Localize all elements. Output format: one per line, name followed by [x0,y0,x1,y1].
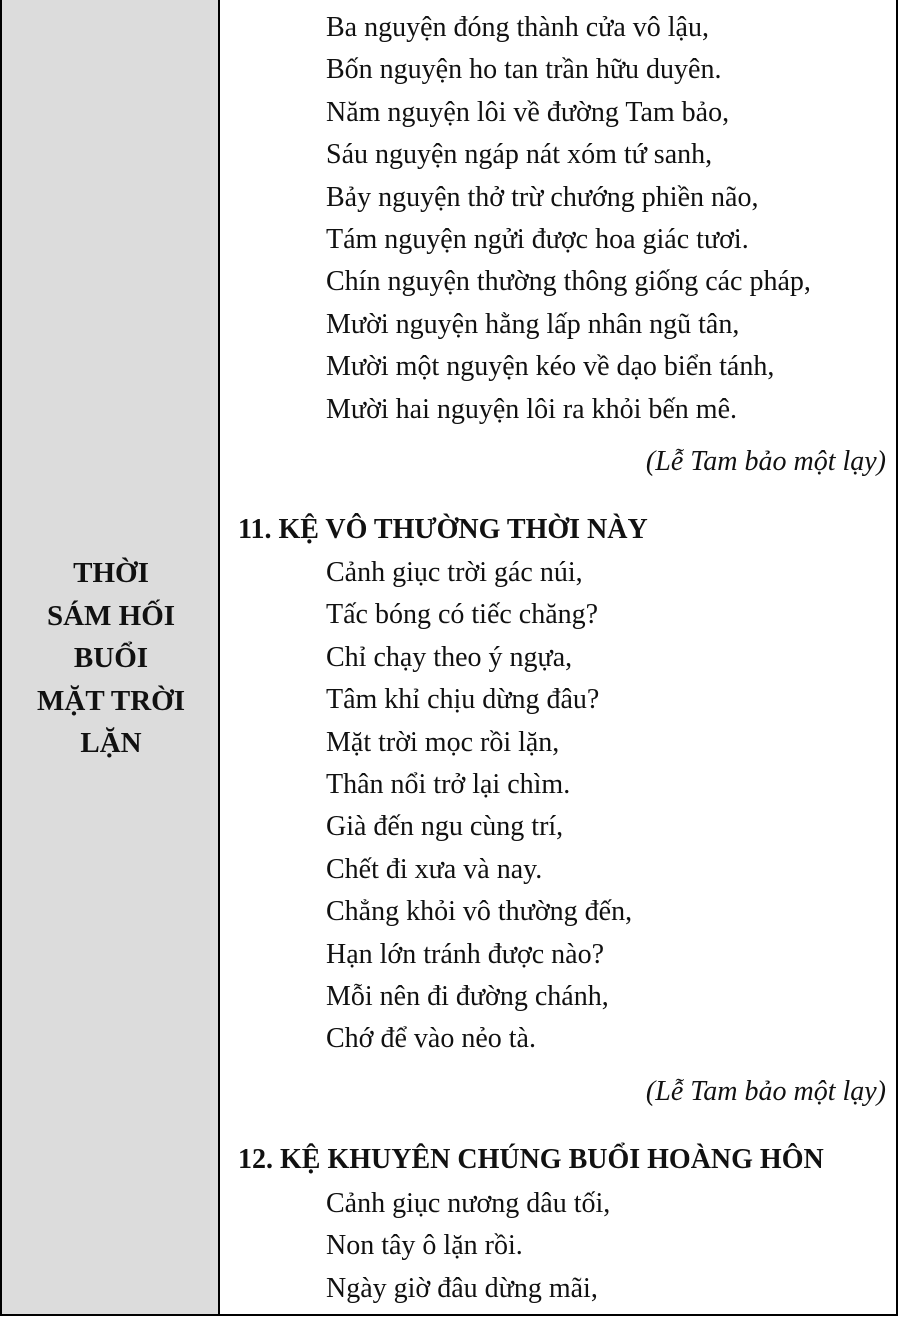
sidebar-title-line: BUỔI [73,642,149,674]
verse-line: Ba nguyện đóng thành cửa vô lậu, [326,12,709,43]
section-12-heading: 12. KỆ KHUYÊN CHÚNG BUỔI HOÀNG HÔN [238,1144,824,1175]
verse-line: Già đến ngu cùng trí, [326,811,564,843]
verse-line: Mỗi nên đi đường chánh, [326,980,609,1012]
verse-line: Mười nguyện hằng lấp nhân ngũ tân, [326,308,740,340]
sidebar-title-line: THỜI [73,557,149,589]
sidebar-title-line: SÁM HỐI [46,599,176,632]
verse-line: Tấc bóng có tiếc chăng? [326,599,599,631]
section-11-heading: 11. KỆ VÔ THƯỜNG THỜI NÀY [238,514,648,545]
sidebar-title-line: LẶN [80,727,142,759]
continuation-verse-block [326,7,811,431]
main-content [222,0,896,1314]
sidebar-title-line: MẶT TRỜI [37,684,185,717]
ritual-rubric: (Lễ Tam bảo một lạy) [645,446,886,477]
ritual-rubric: (Lễ Tam bảo một lạy) [645,1076,886,1107]
section-11-verse-block [326,552,632,1061]
verse-line: Bảy nguyện thở trừ chướng phiền não, [326,181,759,213]
verse-line: Chẳng khỏi vô thường đến, [326,896,633,928]
verse-line: Chỉ chạy theo ý ngựa, [326,641,573,673]
verse-line: Sáu nguyện ngáp nát xóm tứ sanh, [326,139,713,171]
verse-line: Mười một nguyện kéo về dạo biển tánh, [326,351,775,383]
verse-line: Tám nguyện ngửi được hoa giác tươi. [326,223,749,255]
verse-line: Chín nguyện thường thông giống các pháp, [326,266,811,298]
section-12-verse-block [326,1183,610,1310]
sidebar-title [2,552,220,765]
verse-line: Bốn nguyện ho tan trần hữu duyên. [326,54,722,86]
verse-line: Năm nguyện lôi về đường Tam bảo, [326,96,730,128]
verse-line: Mặt trời mọc rồi lặn, [326,726,560,758]
verse-line: Tâm khỉ chịu dừng đâu? [326,684,600,716]
verse-line: Non tây ô lặn rồi. [326,1230,523,1262]
verse-line: Mười hai nguyện lôi ra khỏi bến mê. [326,393,738,425]
verse-line: Cảnh giục nương dâu tối, [326,1188,611,1219]
verse-line: Ngày giờ đâu dừng mãi, [326,1272,598,1304]
verse-line: Thân nổi trở lại chìm. [326,768,571,800]
verse-line: Chết đi xưa và nay. [326,853,543,885]
verse-line: Cảnh giục trời gác núi, [326,557,583,588]
verse-line: Hạn lớn tránh được nào? [326,938,605,970]
verse-line: Chớ để vào nẻo tà. [326,1023,536,1055]
sidebar-panel [2,0,220,1314]
